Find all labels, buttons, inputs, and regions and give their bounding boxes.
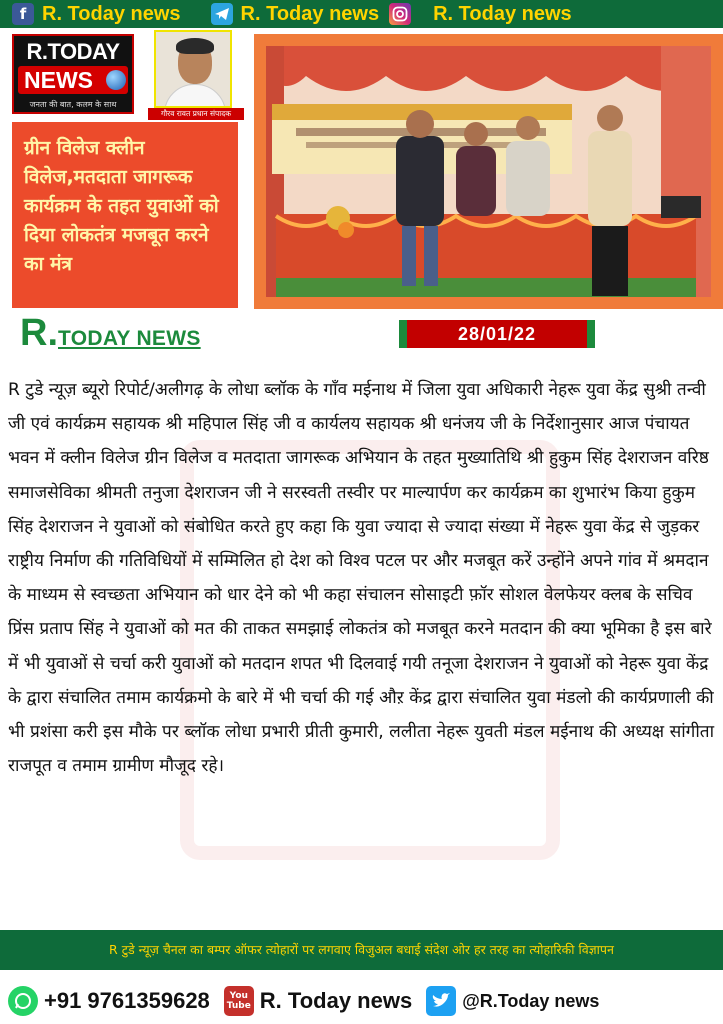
phone-number[interactable]: +91 9761359628 <box>44 988 210 1013</box>
youtube-icon[interactable]: You Tube <box>224 986 254 1016</box>
event-photo-frame <box>254 34 723 309</box>
instagram-label: R. Today news <box>433 2 572 25</box>
portrait-image <box>154 30 232 108</box>
social-topbar <box>0 0 723 28</box>
editor-portrait <box>148 30 244 120</box>
facebook-label: R. Today news <box>42 2 181 25</box>
logo-title: R.TODAY <box>26 39 120 64</box>
offer-banner: R टुडे न्यूज़ चैनल का बम्पर ऑफर त्योहारों पर लगवाए विजुअल बधाई संदेश ओर हर तरह का त्योहारिकी विज्ञापन <box>0 930 723 970</box>
globe-icon <box>106 70 126 90</box>
article-date: 28/01/22 <box>399 320 595 348</box>
whatsapp-icon[interactable] <box>8 986 38 1016</box>
portrait-caption: गौरव रावत प्रधान संपादक <box>148 108 244 120</box>
event-photo <box>266 46 711 297</box>
facebook-link[interactable] <box>12 0 181 28</box>
instagram-icon <box>389 3 411 25</box>
brand-rest: TODAY NEWS <box>58 327 201 350</box>
rtoday-logo <box>12 34 134 114</box>
twitter-icon[interactable] <box>426 986 456 1016</box>
contact-bar <box>0 978 723 1024</box>
telegram-label: R. Today news <box>240 2 380 25</box>
youtube-label[interactable]: R. Today news <box>259 988 413 1013</box>
headline-box <box>12 122 238 308</box>
brand-wordmark <box>20 312 201 355</box>
brand-r: R. <box>20 312 58 354</box>
logo-news: NEWS <box>18 66 128 94</box>
logo-tagline: जनता की बात, कलम के साथ <box>29 100 117 109</box>
telegram-icon <box>211 3 233 25</box>
headline: ग्रीन विलेज क्लीन विलेज,मतदाता जागरूक कार्यक्रम के तहत युवाओं को दिया लोकतंत्र मजबूत करने का मंत्र <box>24 137 219 275</box>
facebook-icon: f <box>12 3 34 25</box>
instagram-link[interactable] <box>389 0 572 28</box>
telegram-link[interactable] <box>211 0 380 28</box>
article-body: R टुडे न्यूज़ ब्यूरो रिपोर्ट/अलीगढ़ के लोधा ब्लॉक के गाँव मईनाथ में जिला युवा अधिकारी नेहरू युवा केंद्र सुश्री तन्वी जी एवं कार्यक्रम सहायक श्री महिपाल सिंह जी व कार्यलय सहायक श्री धनंजय जी के निर्देशानुसार आज पंचायत भवन में क्लीन विलेज ग्रीन विलेज व मतदाता जागरूक अभियान के तहत मुख्यातिथि श्री हुकुम सिंह देशराजन वरिष्ठ समाजसेविका श्रीमती तनुजा देशराजन जी ने सरस्वती तस्वीर पर माल्यार्पण कर कार्यक्रम का शुभारंभ किया हुकुम सिंह देशराजन ने युवाओं को संबोधित करते हुए कहा कि युवा ज्यादा से ज्यादा संख्या में नेहरू युवा केंद्र से जुड़कर राष्ट्रीय निर्माण की गतिविधियों में सम्मिलित हो देश को विश्व पटल पर और मजबूत करें उन्होंने अपने गांव में श्रमदान के माध्यम से स्वच्छता अभियान को धार देने को भी कहा संचालन सोसाइटी फ़ॉर सोशल वेलफेयर क्लब के सचिव प्रिंस प्रताप सिंह ने युवाओं को मत की ताकत समझाई लोकतंत्र को मजबूत करने मतदान की क्या भूमिका है इस बारे में भी युवाओं से चर्चा करी युवाओं को मतदान शपत भी दिलवाई गयी तनूजा देशराजन ने युवाओं को नेहरू युवा केंद्र के द्वारा संचालित तमाम कार्यक्रमो के बारे में भी चर्चा की गई औऱ केंद्र द्वारा संचालित युवा मंडलो की कार्यप्रणाली की भी प्रशंसा करी इस मौके पर ब्लॉक लोधा प्रभारी प्रीती कुमारी, ललीता नेहरू युवती मंडल मईनाथ की अध्यक्ष सांगीता राजपूत व तमाम ग्रामीण मौजूद रहे। <box>8 380 715 777</box>
twitter-handle[interactable]: @R.Today news <box>462 990 600 1011</box>
